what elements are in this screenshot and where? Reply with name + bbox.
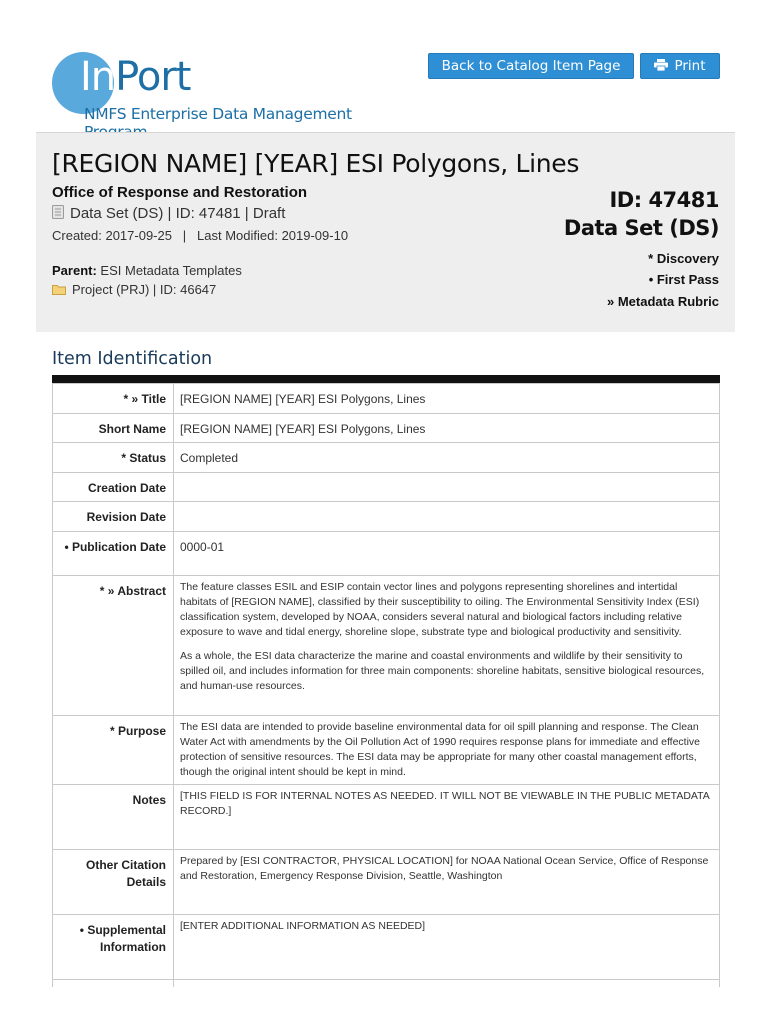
item-type-heading: Data Set (DS) [563, 216, 719, 240]
row-label: * Status [53, 443, 174, 473]
row-label: * » Title [53, 384, 174, 414]
row-label: • Supplemental Information [53, 914, 174, 979]
dates-line: Created: 2017-09-25 | Last Modified: 2019-09-10 [52, 228, 349, 243]
parent-link[interactable]: ESI Metadata Templates [100, 263, 242, 278]
back-button-label: Back to Catalog Item Page [441, 58, 621, 74]
row-value [174, 502, 720, 532]
table-row [53, 531, 720, 575]
table-row [53, 443, 720, 473]
logo-word-in: In [80, 54, 116, 100]
row-value [174, 472, 720, 502]
row-value: [ENTER ADDITIONAL INFORMATION AS NEEDED] [174, 914, 720, 979]
dataset-line [52, 205, 285, 222]
table-row [53, 413, 720, 443]
dataset-text: Data Set (DS) | ID: 47481 | Draft [70, 205, 286, 222]
row-value: [REGION NAME] [YEAR] ESI Polygons, Lines [174, 384, 720, 414]
row-value: The ESI data are intended to provide baseline environmental data for oil spill planning and response. The Clean Water Act with amendments by the Oil Pollution Act of 1990 requires response plans for immediate and effective protection of sensitive resources. The ESI data may be appropriate for many other coastal management efforts, though the original intent should be kept in mind. [174, 715, 720, 784]
logo-subtitle: NMFS Enterprise Data Management [84, 105, 352, 123]
logo-wordmark [80, 54, 190, 100]
row-label: Revision Date [53, 502, 174, 532]
table-row [53, 849, 720, 914]
row-value [174, 979, 720, 987]
item-id-heading: ID: 47481 [609, 188, 719, 212]
row-value: Completed [174, 443, 720, 473]
table-row [53, 715, 720, 784]
abstract-paragraph: As a whole, the ESI data characterize the marine and coastal environments and wildlife by their sensitivity to spilled oil, and includes information for three main components: shoreline habitats, sensitive biological resources, and human-use resources. [180, 649, 705, 692]
row-value: Prepared by [ESI CONTRACTOR, PHYSICAL LOCATION] for NOAA National Ocean Service, Office of Response and Restoration, Emergency Response Division, Seattle, Washington [174, 849, 720, 914]
document-icon [52, 205, 64, 219]
project-link[interactable]: Project (PRJ) | ID: 46647 [72, 282, 217, 297]
table-row [53, 472, 720, 502]
identification-table [52, 375, 720, 987]
abstract-paragraph: The feature classes ESIL and ESIP contain vector lines and polygons representing shorelines and intertidal habitats of [REGION NAME], classified by their susceptibility to oiling. The Environmental Sensitivity Index (ESI) classification system, developed by NOAA, considers several natural and biological factors including relative exposure to wave and tidal energy, shoreline slope, substrate type and biological productivity and sensitivity. [180, 580, 700, 638]
inport-logo [52, 52, 402, 132]
legend-metadata-rubric: » Metadata Rubric [607, 294, 719, 309]
table-row [53, 914, 720, 979]
section-title: Item Identification [52, 349, 213, 369]
row-value: 0000-01 [174, 531, 720, 575]
row-value [174, 575, 720, 715]
row-label [53, 979, 174, 987]
logo-word-port: Port [115, 54, 191, 100]
back-to-catalog-button[interactable] [428, 53, 634, 79]
row-value: [THIS FIELD IS FOR INTERNAL NOTES AS NEEDED. IT WILL NOT BE VIEWABLE IN THE PUBLIC METADATA RECORD.] [174, 784, 720, 849]
legend-discovery: * Discovery [648, 251, 719, 266]
legend-first-pass: • First Pass [648, 272, 719, 287]
organization: Office of Response and Restoration [52, 184, 308, 201]
table-row [53, 502, 720, 532]
table-row [53, 384, 720, 414]
row-label: Creation Date [53, 472, 174, 502]
folder-icon [52, 284, 66, 295]
row-label: * » Abstract [53, 575, 174, 715]
parent-label: Parent: [52, 263, 97, 278]
row-label: • Publication Date [53, 531, 174, 575]
item-summary [36, 132, 735, 332]
table-row [53, 784, 720, 849]
table-row [53, 979, 720, 987]
project-line [52, 282, 216, 297]
parent-line [52, 263, 242, 278]
print-button-label: Print [674, 58, 706, 74]
print-button[interactable] [640, 53, 720, 79]
table-row [53, 575, 720, 715]
printer-icon [654, 59, 668, 71]
row-value: [REGION NAME] [YEAR] ESI Polygons, Lines [174, 413, 720, 443]
row-label: Other Citation Details [53, 849, 174, 914]
row-label: * Purpose [53, 715, 174, 784]
row-label: Short Name [53, 413, 174, 443]
row-label: Notes [53, 784, 174, 849]
page-title: [REGION NAME] [YEAR] ESI Polygons, Lines [52, 149, 580, 178]
